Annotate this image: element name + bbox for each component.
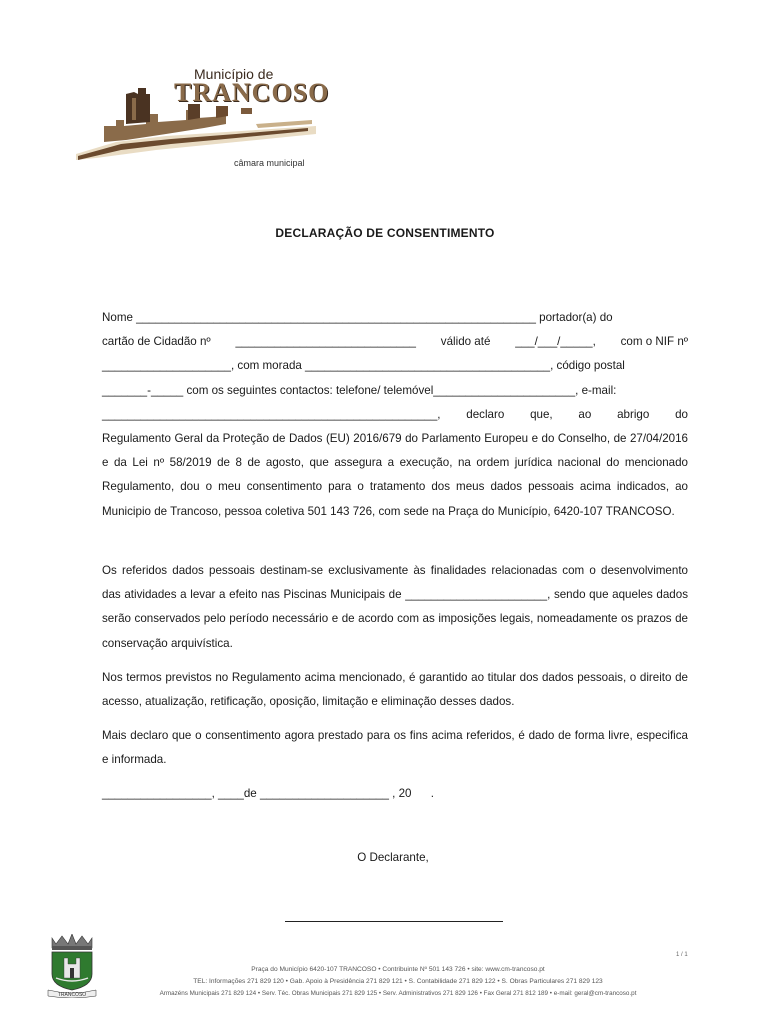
form-line-name [102,306,688,330]
declaro-blank: ____________________________________________________, [102,407,441,421]
nif-label: com o NIF nº [620,335,688,349]
form-block [102,306,688,524]
paragraph-rights: Nos termos previstos no Regulamento acima mencionado, é garantido ao titular dos dados pessoais, o direito de acesso, atualização, retificação, oposição, limitação e eliminação desses dados. [102,671,688,709]
do-word: do [675,407,688,421]
form-line-address [102,354,688,378]
form-line-contacts [102,379,688,403]
paragraph-free-consent-block [102,724,688,772]
valid-until-blank: ___/___/_____, [515,335,596,349]
logo-top-text: Município de [194,66,274,82]
form-line-name-text: Nome ______________________________________________________________ portador(a) do [102,311,613,324]
ao-word: ao [578,407,592,421]
document-title: DECLARAÇÃO DE CONSENTIMENTO [275,226,495,240]
paragraph-purpose: Os referidos dados pessoais destinam-se exclusivamente às finalidades relacionadas com o desenvolvimento das atividades a levar a efeito nas Piscinas Municipais de ______________________, sendo que aqueles dados serão conservados pelo período necessário e de acordo com as imposições legais, nomeadamente os prazos de conservação arquivística. [102,564,688,650]
signature-line [285,921,503,922]
form-line-id-card [102,330,688,354]
date-line: _________________, ____de ____________________ , 20 . [102,787,435,800]
address-line-text: ____________________, com morada ______________________________________, código postal [102,359,625,373]
footer-line-3: Armazéns Municipais 271 829 124 • Serv. Téc. Obras Municipais 271 829 125 • Serv. Administrativos 271 829 126 • Fax Geral 271 812 189 • e-mail: geral@cm-trancoso.pt [159,990,637,997]
form-line-declaro [102,403,688,427]
declaro-word: declaro [466,407,505,421]
municipality-logo [76,62,330,174]
logo-main-text: TRANCOSO [174,78,330,107]
contacts-line-text: _______-_____ com os seguintes contactos: telefone/ telemóvel______________________, e-mail: [102,383,617,397]
logo-sub-text: câmara municipal [234,158,305,168]
abrigo-word: abrigo [617,407,650,421]
paragraph-rights-block [102,666,688,714]
paragraph-consent: Regulamento Geral da Proteção de Dados (EU) 2016/679 do Parlamento Europeu e do Conselho, de 27/04/2016 e da Lei nº 58/2019 de 8 de agosto, que assegura a execução, na ordem jurídica nacional do mencionado Regulamento, dou o meu consentimento para o tratamento dos meus dados pessoais acima indicados, ao Municipio de Trancoso, pessoa coletiva 501 143 726, com sede na Praça do Município, 6420-107 TRANCOSO. [102,432,688,518]
footer-line-1: Praça do Município 6420-107 TRANCOSO • Contribuinte Nº 501 143 726 • site: www.cm-trancoso.pt [251,966,545,973]
paragraph-purpose-block [102,559,688,656]
valid-until-label: válido até [440,335,491,349]
declarant-label: O Declarante, [357,851,429,864]
footer-line-2: TEL: Informações 271 829 120 • Gab. Apoio à Presidência 271 829 121 • S. Contabilidade 271 829 122 • S. Obras Particulares 271 829 123 [193,978,603,985]
que-word: que, [530,407,553,421]
paragraph-free-consent: Mais declaro que o consentimento agora prestado para os fins acima referidos, é dado de forma livre, especifica e informada. [102,729,688,767]
crest-banner-text: TRANCOSO [57,992,87,998]
page-number: 1 / 1 [676,952,688,958]
id-card-label: cartão de Cidadão nº [102,335,211,349]
id-card-blank: ____________________________ [235,335,416,349]
crest-icon [44,934,100,998]
